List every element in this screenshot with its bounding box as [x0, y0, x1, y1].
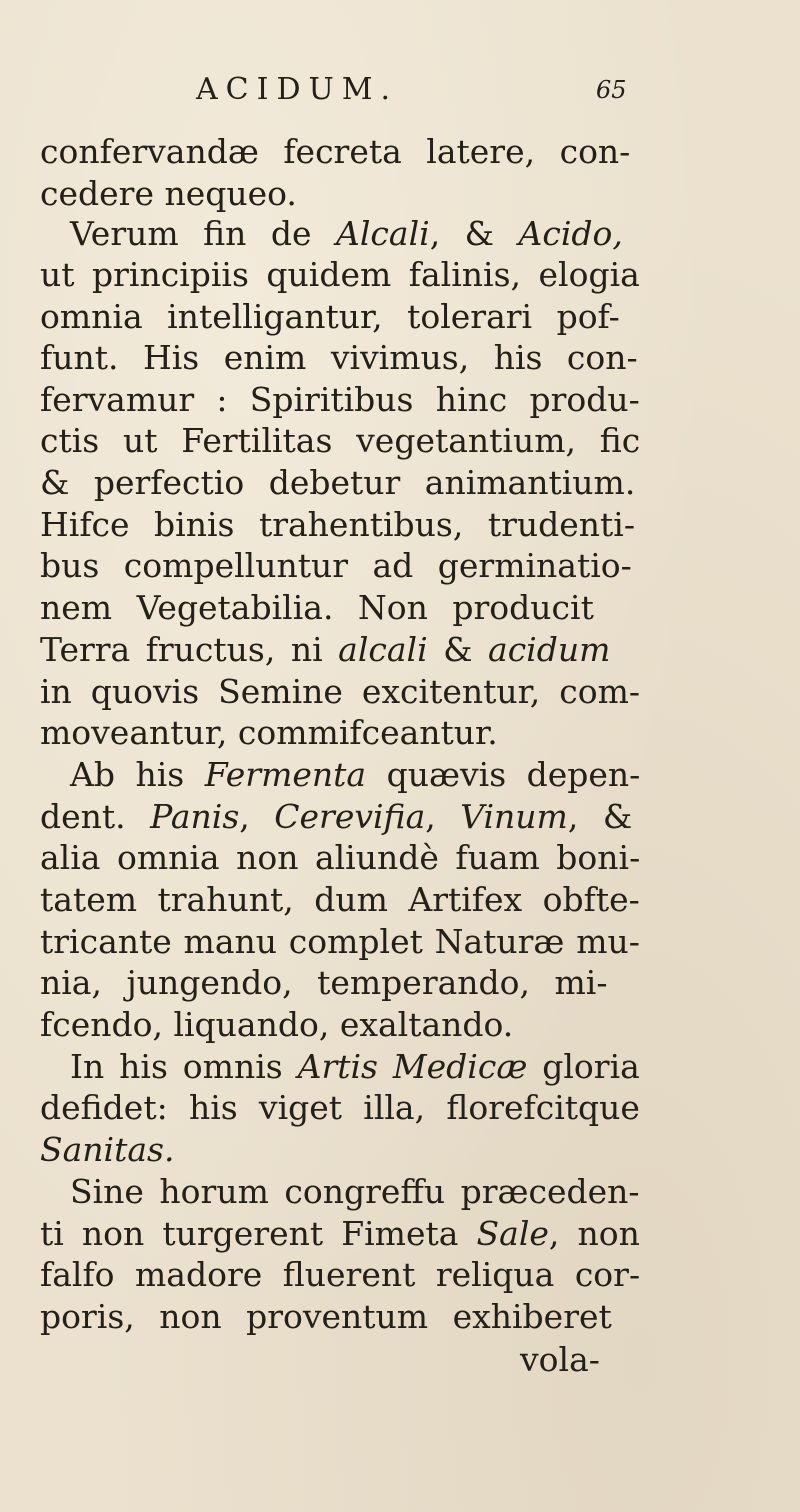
text-span: & perfectio debetur animantium.: [40, 463, 636, 502]
text-span: ctis ut Fertilitas vegetantium, fic: [40, 421, 641, 460]
text-span: Sine horum congreffu præceden-: [70, 1172, 640, 1211]
text-span: defidet: his viget illa, florefcitque: [40, 1088, 640, 1127]
italic-term: Artis Medicæ: [297, 1047, 528, 1086]
text-span: ,: [239, 797, 275, 836]
text-span: , non: [548, 1214, 640, 1253]
text-line: [40, 922, 640, 962]
text-line: [40, 1214, 640, 1254]
text-span: Hifce binis trahentibus, trudenti-: [40, 505, 635, 544]
text-span: fcendo, liquando, exaltando.: [40, 1005, 514, 1044]
italic-term: Alcali: [336, 214, 430, 253]
text-span: , &: [429, 214, 519, 253]
italic-term: Acido,: [518, 214, 623, 253]
text-line: [40, 380, 640, 420]
italic-term: Cerevifia: [274, 797, 426, 836]
text-line: [520, 1340, 600, 1380]
text-line: [40, 174, 297, 214]
text-span: falfo madore fluerent reliqua cor-: [40, 1255, 641, 1294]
text-span: Ab his: [70, 755, 205, 794]
text-line: [40, 1297, 612, 1337]
text-line: [70, 1047, 640, 1087]
text-span: bus compelluntur ad germinatio-: [40, 546, 632, 585]
text-span: alia omnia non aliundè fuam boni-: [40, 838, 641, 877]
italic-term: Panis: [150, 797, 240, 836]
text-span: tatem trahunt, dum Artifex obfte-: [40, 880, 640, 919]
text-span: cedere nequeo.: [40, 174, 297, 213]
text-line: [70, 755, 640, 795]
text-line: [40, 588, 594, 628]
text-line: [70, 214, 623, 254]
text-line: [40, 421, 640, 461]
text-line: [40, 338, 638, 378]
text-span: confervandæ fecreta latere, con-: [40, 132, 631, 171]
text-span: quævis depen-: [366, 755, 641, 794]
text-span: moveantur, commifceantur.: [40, 713, 498, 752]
text-line: [40, 880, 640, 920]
text-line: [40, 1005, 513, 1045]
text-span: nem Vegetabilia. Non producit: [40, 588, 594, 627]
text-span: &: [427, 630, 489, 669]
text-line: [40, 132, 630, 172]
italic-term: Vinum: [460, 797, 568, 836]
text-line: [40, 630, 610, 670]
text-line: [40, 463, 635, 503]
italic-term: acidum: [488, 630, 611, 669]
text-span: funt. His enim vivimus, his con-: [40, 338, 638, 377]
text-span: ,: [425, 797, 461, 836]
text-line: [40, 672, 640, 712]
text-line: [40, 963, 608, 1003]
text-span: poris, non proventum exhiberet: [40, 1297, 612, 1336]
text-span: dent.: [40, 797, 151, 836]
text-span: nia, jungendo, temperando, mi-: [40, 963, 608, 1002]
text-line: [40, 546, 632, 586]
text-line: [40, 255, 640, 295]
text-line: [40, 1088, 640, 1128]
italic-term: Sanitas.: [40, 1130, 175, 1169]
text-span: vola-: [520, 1340, 600, 1379]
text-span: In his omnis: [70, 1047, 298, 1086]
text-span: gloria: [527, 1047, 640, 1086]
text-line: [40, 505, 635, 545]
page-number: 65: [596, 76, 627, 104]
text-line: [40, 1255, 640, 1295]
italic-term: Fermenta: [204, 755, 367, 794]
text-span: Terra fructus, ni: [40, 630, 339, 669]
italic-term: alcali: [338, 630, 428, 669]
italic-term: Sale: [476, 1214, 549, 1253]
text-span: , &: [567, 797, 633, 836]
text-line: [40, 838, 640, 878]
running-title: ACIDUM.: [196, 72, 399, 107]
text-line: [40, 713, 498, 753]
text-line: [70, 1172, 640, 1212]
text-line: [40, 297, 620, 337]
text-span: omnia intelligantur, tolerari pof-: [40, 297, 620, 336]
text-line: [40, 1130, 174, 1170]
text-span: ti non turgerent Fimeta: [40, 1214, 477, 1253]
text-span: in quovis Semine excitentur, com-: [40, 672, 641, 711]
text-span: Verum fin de: [70, 214, 337, 253]
text-span: fervamur : Spiritibus hinc produ-: [40, 380, 640, 419]
text-span: tricante manu complet Naturæ mu-: [40, 922, 640, 961]
text-line: [40, 797, 632, 837]
text-span: ut principiis quidem falinis, elogia: [40, 255, 640, 294]
